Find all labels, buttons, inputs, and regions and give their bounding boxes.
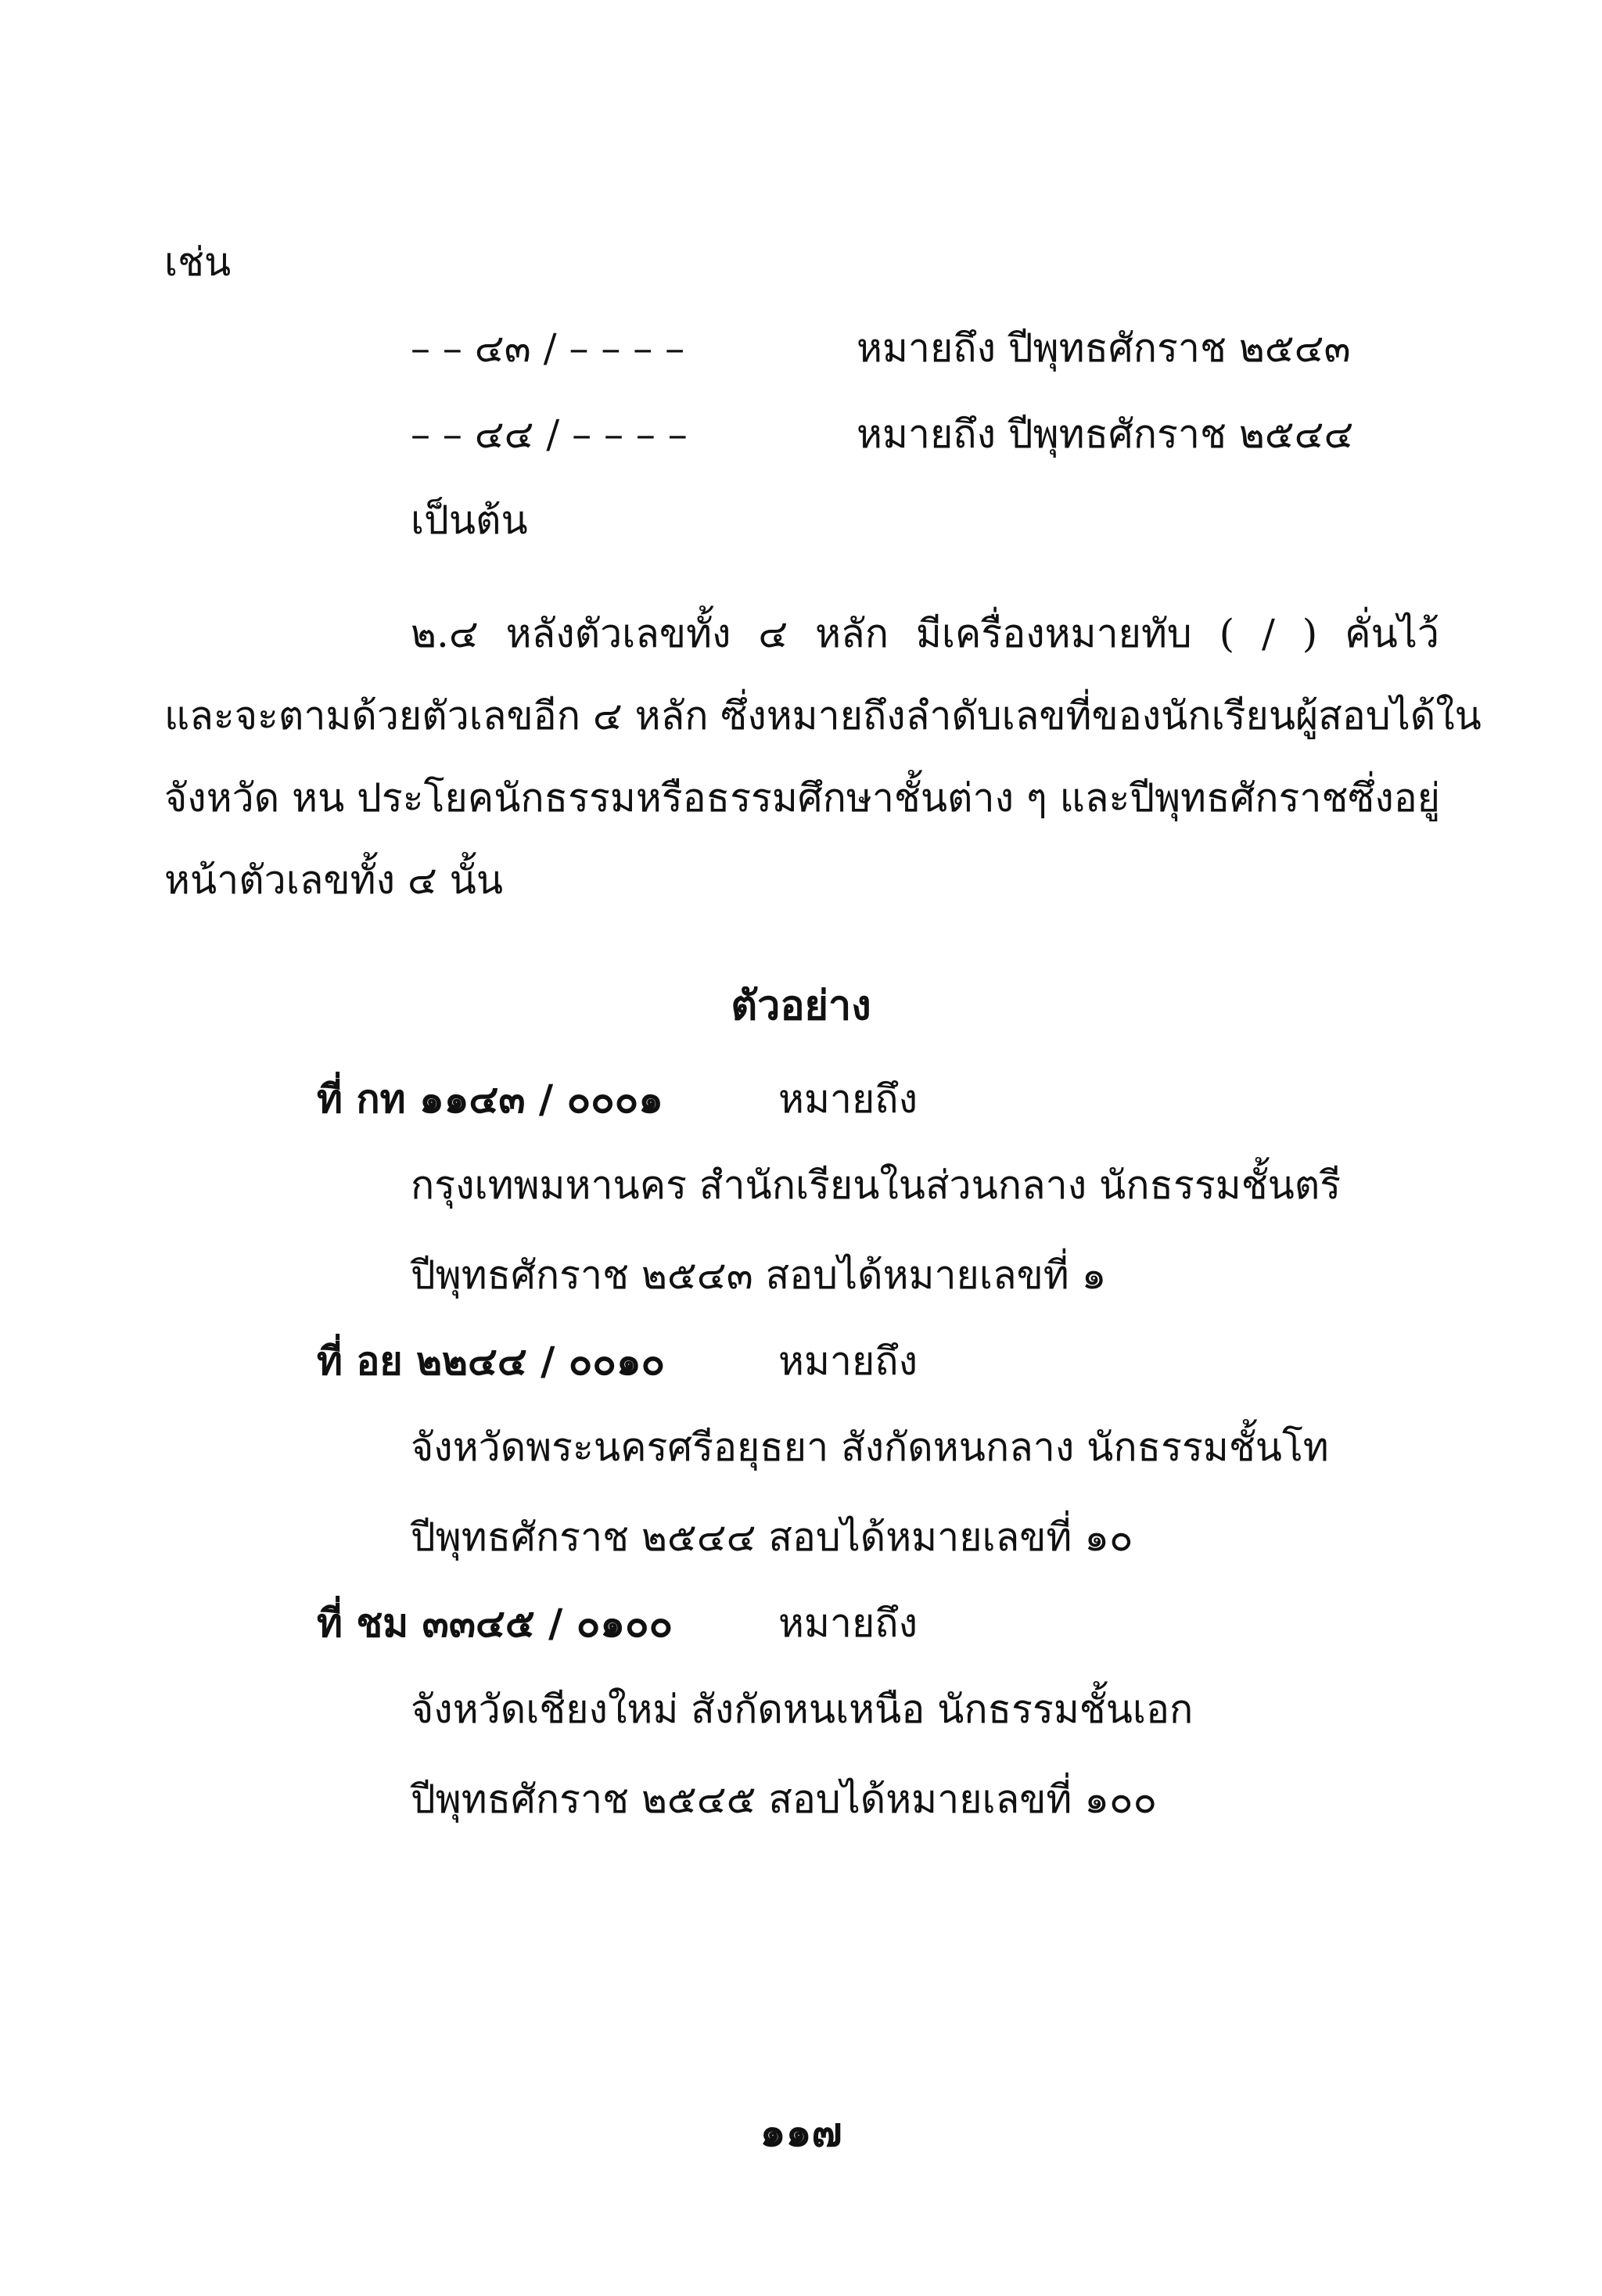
paragraph-line-4: หน้าตัวเลขทั้ง ๔ นั้น	[164, 857, 504, 903]
example-detail-3a: จังหวัดเชียงใหม่ สังกัดหนเหนือ นักธรรมชั้นเอก	[411, 1687, 1194, 1732]
example-detail-2b: ปีพุทธศักราช ๒๕๔๔ สอบได้หมายเลขที่ ๑๐	[411, 1514, 1133, 1560]
page-number: ๑๑๗	[760, 2108, 842, 2156]
short-example-meaning-2: หมายถึง ปีพุทธศักราช ๒๕๔๔	[857, 411, 1354, 457]
example-detail-1b: ปีพุทธศักราช ๒๕๔๓ สอบได้หมายเลขที่ ๑	[411, 1252, 1107, 1298]
example-heading: ตัวอย่าง	[731, 982, 871, 1029]
example-meaning-1: หมายถึง	[778, 1076, 918, 1122]
example-meaning-3: หมายถึง	[778, 1601, 918, 1646]
example-detail-2a: จังหวัดพระนครศรีอยุธยา สังกัดหนกลาง นักธรรมชั้นโท	[411, 1425, 1329, 1470]
intro-text: เช่น	[164, 239, 232, 285]
paragraph-line-2: และจะตามด้วยตัวเลขอีก ๔ หลัก ซึ่งหมายถึงลำดับเลขที่ของนักเรียนผู้สอบได้ใน	[164, 693, 1482, 738]
paragraph-line-3: จังหวัด หน ประโยคนักธรรมหรือธรรมศึกษาชั้นต่าง ๆ และปีพุทธศักราชซึ่งอยู่	[164, 775, 1441, 821]
example-code-2: ที่ อย ๒๒๔๔ / ๐๐๑๐	[317, 1338, 666, 1384]
example-meaning-2: หมายถึง	[778, 1338, 918, 1384]
example-code-1: ที่ กท ๑๑๔๓ / ๐๐๐๑	[317, 1076, 663, 1122]
example-detail-3b: ปีพุทธศักราช ๒๕๔๕ สอบได้หมายเลขที่ ๑๐๐	[411, 1777, 1158, 1822]
example-detail-1a: กรุงเทพมหานคร สำนักเรียนในส่วนกลาง นักธรรมชั้นตรี	[411, 1162, 1342, 1208]
paragraph-line-1: ๒.๔ หลังตัวเลขทั้ง ๔ หลัก มีเครื่องหมายทับ ( / ) คั่นไว้	[411, 611, 1439, 656]
example-code-3: ที่ ชม ๓๓๔๕ / ๐๑๐๐	[317, 1600, 673, 1646]
etc-text: เป็นต้น	[411, 498, 528, 543]
short-example-code-2: – – ๔๔ / – – – –	[411, 411, 688, 457]
short-example-code-1: – – ๔๓ / – – – –	[411, 325, 685, 371]
short-example-meaning-1: หมายถึง ปีพุทธศักราช ๒๕๔๓	[857, 325, 1351, 371]
